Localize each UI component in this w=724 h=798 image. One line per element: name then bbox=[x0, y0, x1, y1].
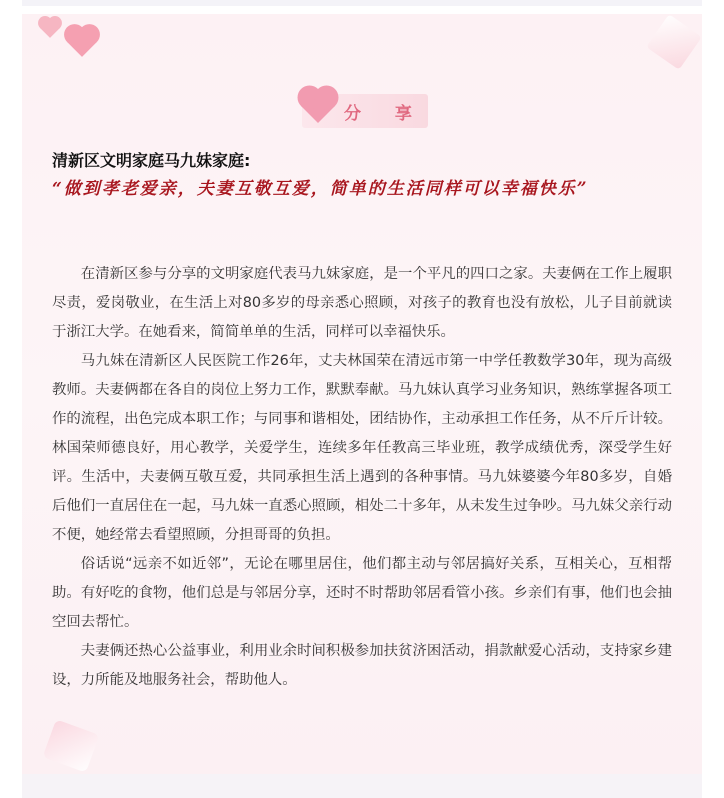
paragraph: 马九妹在清新区人民医院工作26年，丈夫林国荣在清远市第一中学任教数学30年，现为高级教师。夫妻俩都在各自的岗位上努力工作，默默奉献。马九妹认真学习业务知识，熟练掌握各项工作的流程，出色完成本职工作；与同事和谐相处，团结协作，主动承担工作任务，从不斤斤计较。林国荣师德良好，用心教学，关爱学生，连续多年任教高三毕业班，教学成绩优秀，深受学生好评。生活中，夫妻俩互敬互爱，共同承担生活上遇到的各种事情。马九妹婆婆今年80多岁，自婚后他们一直居住在一起，马九妹一直悉心照顾，相处二十多年，从未发生过争吵。马九妹父亲行动不便，她经常去看望照顾，分担哥哥的负担。 bbox=[52, 353, 672, 543]
bottom-divider bbox=[22, 774, 702, 798]
family-title: 清新区文明家庭马九妹家庭: bbox=[52, 151, 251, 170]
top-divider bbox=[22, 0, 702, 6]
family-quote: “做到孝老爱亲，夫妻互敬互爱，简单的生活同样可以幸福快乐” bbox=[52, 179, 589, 199]
section-label: 分 享 bbox=[344, 104, 426, 124]
paragraph: 夫妻俩还热心公益事业，利用业余时间积极参加扶贫济困活动，捐款献爱心活动，支持家乡建设，力所能及地服务社会，帮助他人。 bbox=[52, 643, 672, 688]
paragraph: 俗话说“远亲不如近邻”，无论在哪里居住，他们都主动与邻居搞好关系，互相关心，互相帮助。有好吃的食物，他们总是与邻居分享，还时不时帮助邻居看管小孩。乡亲们有事，他们也会抽空回去帮忙。 bbox=[52, 556, 672, 630]
article-body bbox=[52, 260, 672, 695]
paragraph: 在清新区参与分享的文明家庭代表马九妹家庭，是一个平凡的四口之家。夫妻俩在工作上履职尽责，爱岗敬业，在生活上对80多岁的母亲悉心照顾，对孩子的教育也没有放松，儿子目前就读于浙江大学。在她看来，简简单单的生活，同样可以幸福快乐。 bbox=[52, 266, 672, 340]
